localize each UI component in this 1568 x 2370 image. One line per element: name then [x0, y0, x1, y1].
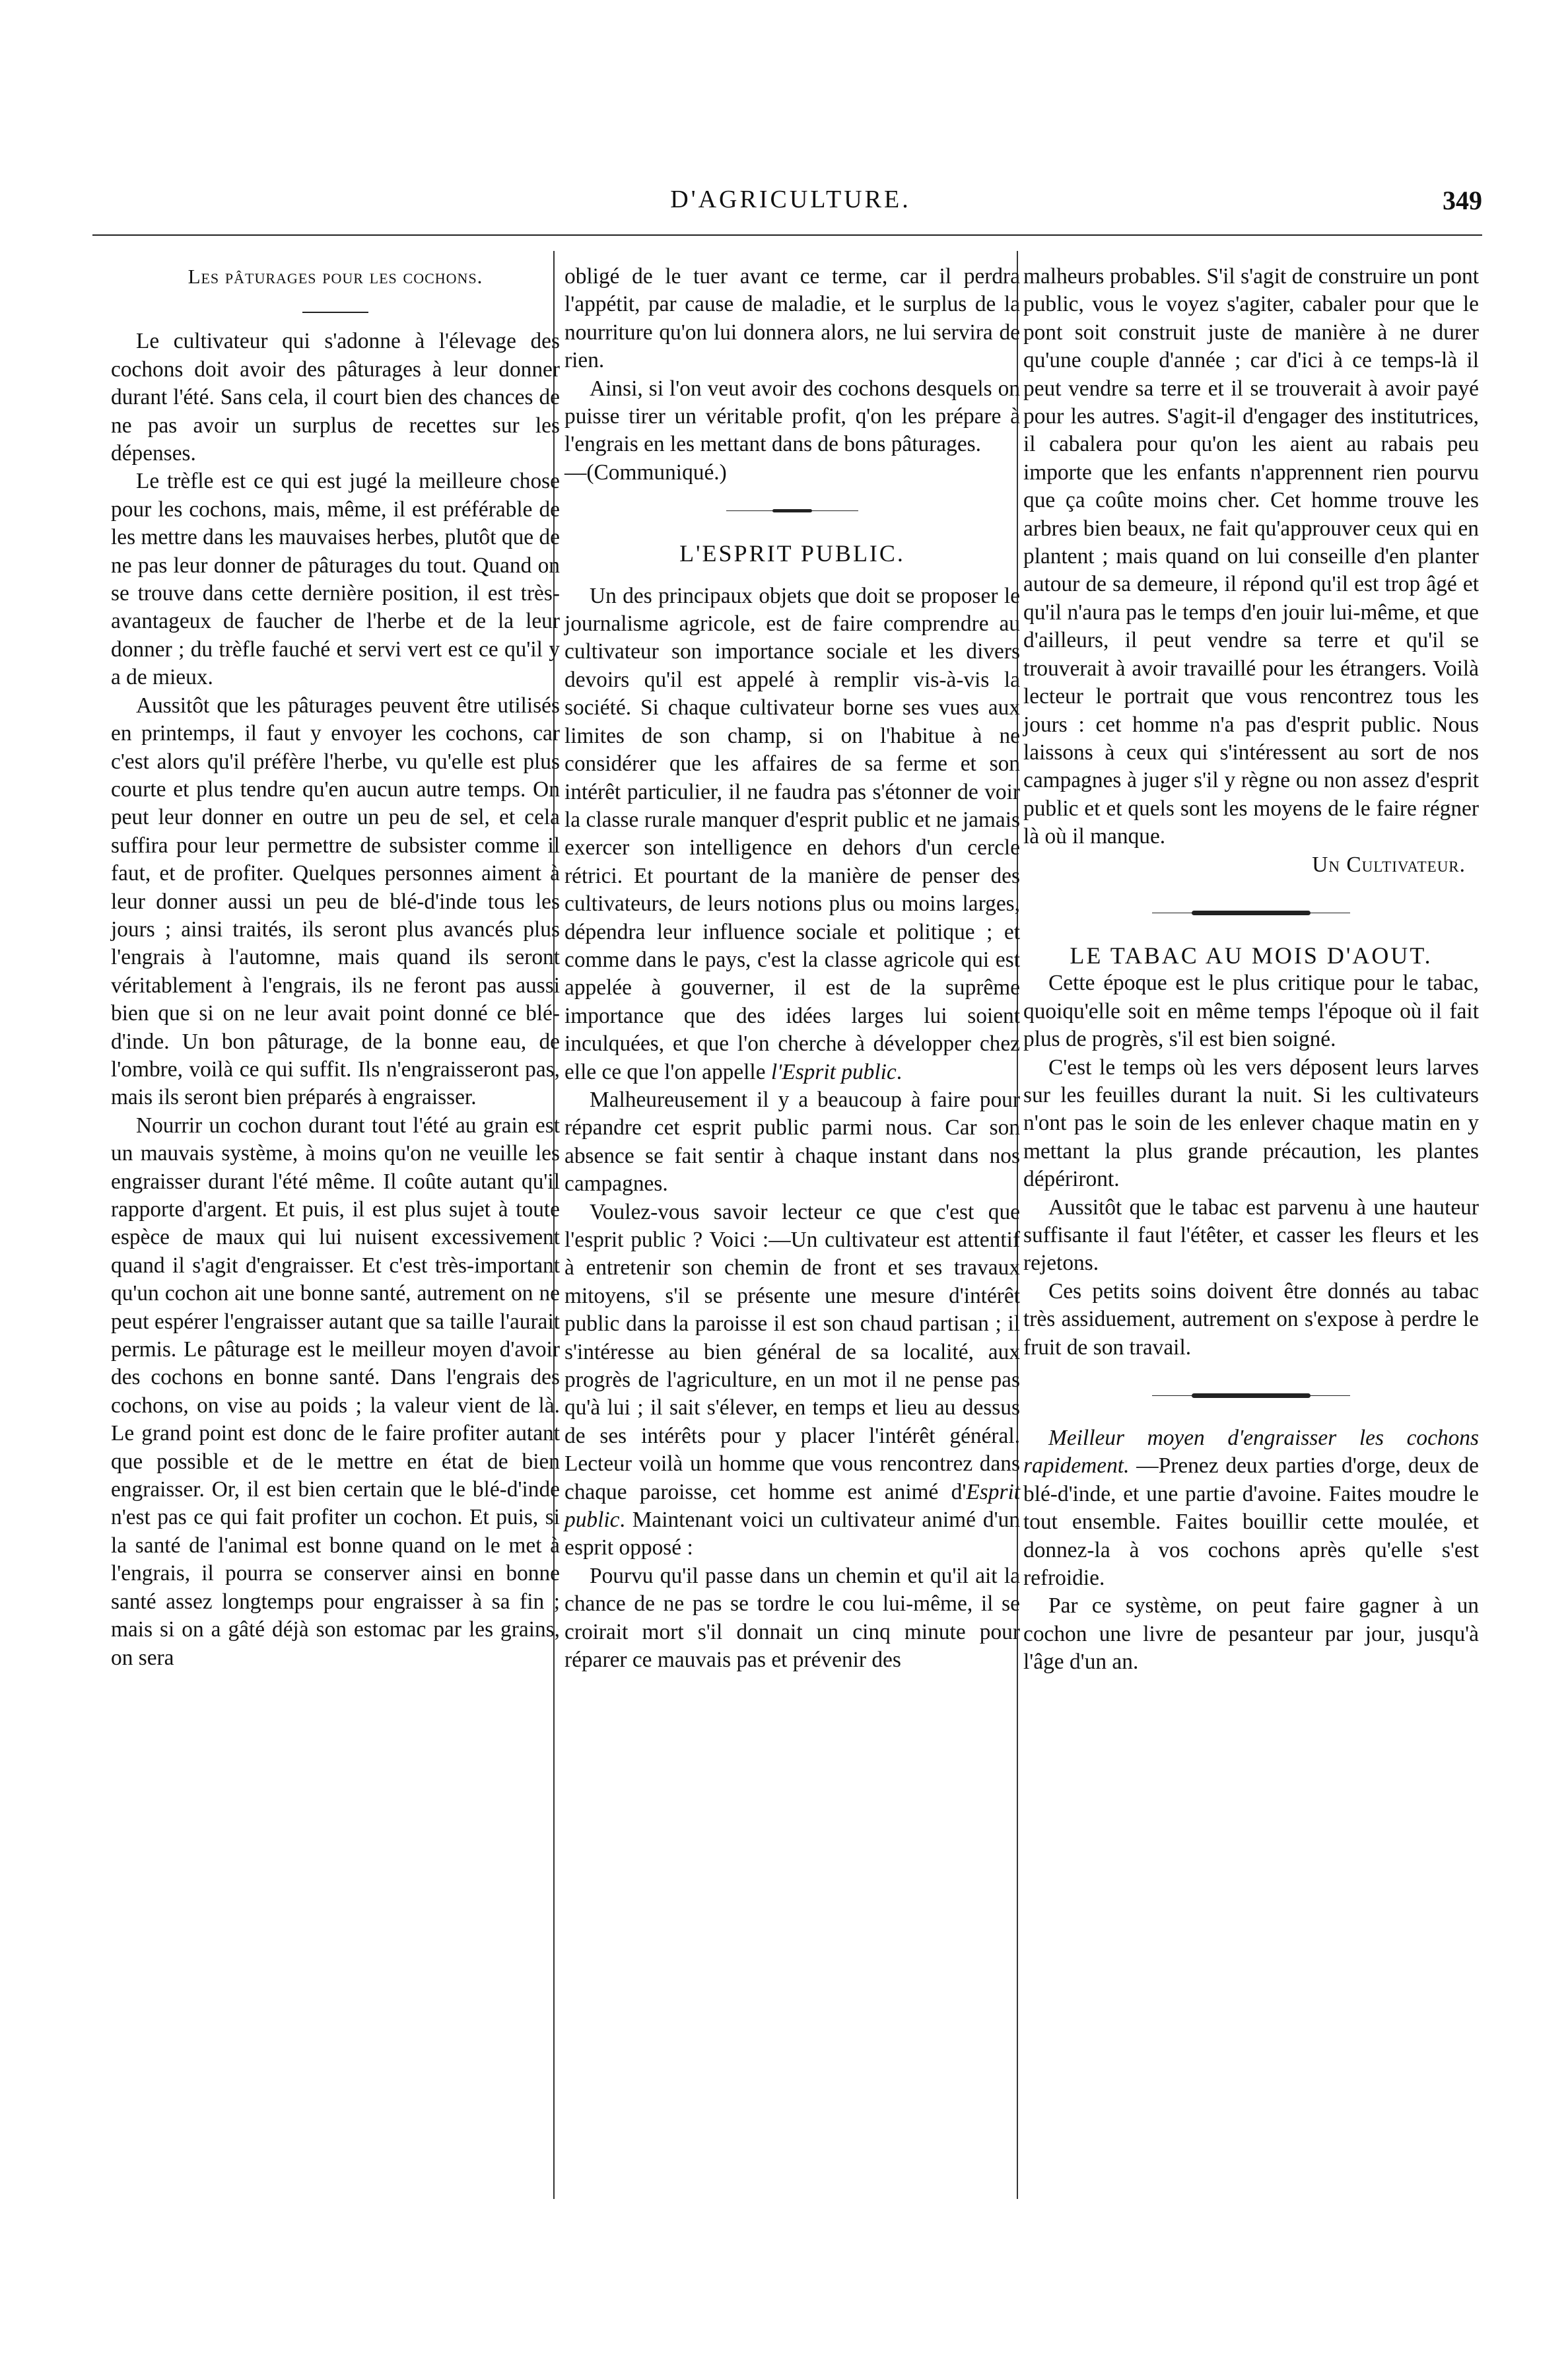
- signature: Un Cultivateur.: [1312, 852, 1466, 877]
- paragraph: [564, 1199, 1020, 1562]
- paragraph: Par ce système, on peut faire gagner à un cochon une livre de pesanteur par jour, jusqu'à l'âge d'un an.: [1023, 1593, 1479, 1675]
- column-1: [111, 263, 560, 1672]
- paragraph: [1023, 1424, 1479, 1592]
- paragraph: —(Communiqué.): [564, 460, 727, 485]
- paragraph: Pourvu qu'il passe dans un chemin et qu'il ait la chance de ne pas se tordre le cou lui-même, il se croirait mort s'il donnait un cinq minute pour réparer ce mauvais pas et prévenir des: [564, 1563, 1020, 1673]
- paragraph: Nourrir un cochon durant tout l'été au grain est un mauvais système, à moins qu'on ne veuille les engraisser durant l'été même. Il coûte autant qu'il rapporte d'argent. Et puis, il est plus sujet à toute espèce de maux qui lui nuisent excessivement quand il s'agit d'engraisser. Et c'est très-important qu'un cochon ait une bonne santé, autrement on ne peut espérer l'engraisser autant que sa taille l'aurait permis. Le pâturage est le meilleur moyen d'avoir des cochons en bonne santé. Dans l'engrais des cochons, on vise au poids ; la valeur vient de là. Le grand point est donc de le faire profiter autant que possible et de le mettre en état de bien engraisser. Or, il est bien certain que le blé-d'inde n'est pas ce qui fait profiter un cochon. Et puis, si la santé de l'animal est bonne quand on le met à l'engrais, il pourra se conserver ainsi en bonne santé assez longtemps pour engraisser à sa fin ; mais si on a gâté déjà son estomac par les grains, on sera: [111, 1113, 560, 1670]
- paragraph: Ainsi, si l'on veut avoir des cochons desquels on puisse tirer un véritable profit, q'on les prépare à l'engrais en les mettant dans de bons pâturages.: [564, 376, 1020, 457]
- spacer: [564, 568, 1020, 582]
- text: Voulez-vous savoir lecteur ce que c'est que l'esprit public ? Voici :—Un cultivateur est attentif à entretenir son chemin de front et ses travaux mitoyens, s'il se présente une mesure d'intérêt public dans la paroisse il est son chaud partisan ; il s'intéresse au bien général de sa localité, aux progrès de l'agriculture, en un mot il ne pense pas qu'à lui ; il sait s'élever, en temps et lieu au dessus de ses intérêts pour y placer l'intérêt général. Lecteur voilà un homme que vous rencontrez dans chaque paroisse, cet homme est animé d': [564, 1199, 1020, 1504]
- italic-text: Meilleur moyen d'engraisser les cochons rapidement.: [1023, 1426, 1479, 1479]
- paragraph: Malheureusement il y a beaucoup à faire pour répandre cet esprit public parmi nous. Car son absence se fait sentir à chaque instant dans nos campagnes.: [564, 1087, 1020, 1197]
- paragraph: Aussitôt que le tabac est parvenu à une hauteur suffisante il faut l'étêter, et casser les fleurs et les rejetons.: [1023, 1195, 1479, 1276]
- column-3: [1023, 263, 1479, 1677]
- text: Un des principaux objets que doit se proposer le journalisme agricole, est de faire comprendre au cultivateur son importance sociale et les divers devoirs qu'il est appelé à remplir vis-à-vis la société. Si chaque cultivateur borne ses vues aux limites de son champ, si on l'habitue à ne considérer que les affaires de sa ferme et son intérêt particulier, il ne faudra pas s'étonner de voir la classe rurale manquer d'esprit public et ne jamais exercer son intelligence en dehors d'un cercle rétrici. Et pourtant de la manière de penser des cultivateurs, de leurs notions plus ou moins larges, dépendra leur influence sociale et politique ; et comme dans le pays, c'est la classe agricole qui est appelée à gouverner, il est de la suprême importance que des idées larges lui soient inculquées, et que l'on cherche à développer chez elle ce que l'on appelle: [564, 583, 1020, 1084]
- paragraph: Ces petits soins doivent être donnés au tabac très assiduement, autrement on s'expose à perdre le fruit de son travail.: [1023, 1278, 1479, 1360]
- paragraph: C'est le temps où les vers déposent leurs larves sur les feuilles durant la nuit. Si les cultivateurs n'ont pas le soin de les enlever chaque matin en y mettant la plus grande précaution, les plantes dépériront.: [1023, 1055, 1479, 1192]
- text: . Maintenant voici un cultivateur animé d'un esprit opposé :: [564, 1508, 1020, 1560]
- text: —Prenez deux parties d'orge, deux de blé-d'inde, et une partie d'avoine. Faites moudre le tout ensemble. Faites bouillir cette moulée, et donnez-la à vos cochons après qu'elle s'est refroidie.: [1023, 1453, 1479, 1591]
- paragraph: malheurs probables. S'il s'agit de construire un pont public, vous le voyez s'agiter, cabaler pour que le pont soit construit juste de manière à ne durer qu'une couple d'année ; car d'ici à ce temps-là il peut vendre sa terre et il se trouverait à avoir payé pour les autres. S'agit-il d'engager des institutrices, il cabalera pour qu'on les aient au rabais peu importe que les enfants n'apprennent rien pourvu que ça coûte moins cher. Cet homme trouve les arbres bien beaux, ne fait qu'approuver ceux qui en plantent ; mais quand on lui conseille d'en planter autour de sa demeure, il répond qu'il est trop âgé et qu'il n'aura pas le temps d'en jouir lui-même, et que d'ailleurs, il peut vendre sa terre et qu'il se trouverait à avoir travaillé pour les étrangers. Voilà lecteur le portrait que vous rencontrez tous les jours : cet homme n'a pas d'esprit public. Nous laissons à ceux qui s'intéressent au sort de nos campagnes à juger s'il y règne ou non assez d'esprit public et et quels sont les moyens de le faire régner là où il manque.: [1023, 264, 1479, 849]
- ornament-rule: [726, 509, 858, 513]
- heading-rule: [302, 312, 368, 313]
- ornament-rule: [1152, 911, 1350, 915]
- running-head: D'AGRICULTURE.: [670, 186, 911, 213]
- article-heading-tabac: LE TABAC AU MOIS D'AOUT.: [1070, 942, 1433, 969]
- paragraph: obligé de le tuer avant ce terme, car il perdra l'appétit, par cause de maladie, et le surplus de la nourriture qu'on lui donnera alors, ne lui servira de rien.: [564, 264, 1020, 373]
- header-rule: [92, 234, 1482, 236]
- paragraph: Aussitôt que les pâturages peuvent être utilisés en printemps, il faut y envoyer les cochons, car c'est alors qu'il préfère l'herbe, vu qu'elle est plus courte et plus tendre qu'en aucun autre temps. On peut leur donner en outre un peu de sel, et cela suffira pour leur permettre de subsister comme il faut, et de profiter. Quelques personnes aiment à leur donner aussi un peu de blé-d'inde tous les jours ; ainsi traités, ils seront plus avancés plus l'engrais à l'automne, mais quand ils seront véritablement à l'engrais, ils ne feront pas aussi bien que si on ne leur avait point donné ce blé-d'inde. Un bon pâturage, de la bonne eau, de l'ombre, voilà ce qui suffit. Ils n'engraisseront pas, mais ils seront bien préparés à engraisser.: [111, 693, 560, 1110]
- italic-text: Esprit public: [564, 1479, 1020, 1533]
- column-2: [564, 263, 1020, 1675]
- article-heading-paturages: Les pâturages pour les cochons.: [187, 265, 483, 288]
- page-header: [99, 185, 1482, 225]
- article-heading-esprit-public: L'ESPRIT PUBLIC.: [679, 540, 905, 567]
- ornament-rule: [1152, 1393, 1350, 1398]
- paragraph: Le trèfle est ce qui est jugé la meilleure chose pour les cochons, mais, même, il est préférable de les mettre dans les mauvaises herbes, plutôt que de ne pas leur donner de pâturages du tout. Quand on se trouve dans cette dernière position, il est très-avantageux de faucher de l'herbe et de la leur donner ; du trèfle fauché et servi vert est ce qu'il y a de mieux.: [111, 469, 560, 690]
- paragraph: [564, 582, 1020, 1086]
- italic-text: l'Esprit public: [770, 1059, 897, 1084]
- page-number: 349: [1443, 186, 1482, 215]
- paragraph: Cette époque est le plus critique pour le tabac, quoiqu'elle soit en même temps l'époque où il fait plus de progrès, s'il est bien soigné.: [1023, 971, 1479, 1052]
- text: .: [896, 1059, 903, 1084]
- paragraph: Le cultivateur qui s'adonne à l'élevage des cochons doit avoir des pâturages à leur donner durant l'été. Sans cela, il court bien des chances de ne pas avoir un surplus de recettes sur les dépenses.: [111, 329, 560, 466]
